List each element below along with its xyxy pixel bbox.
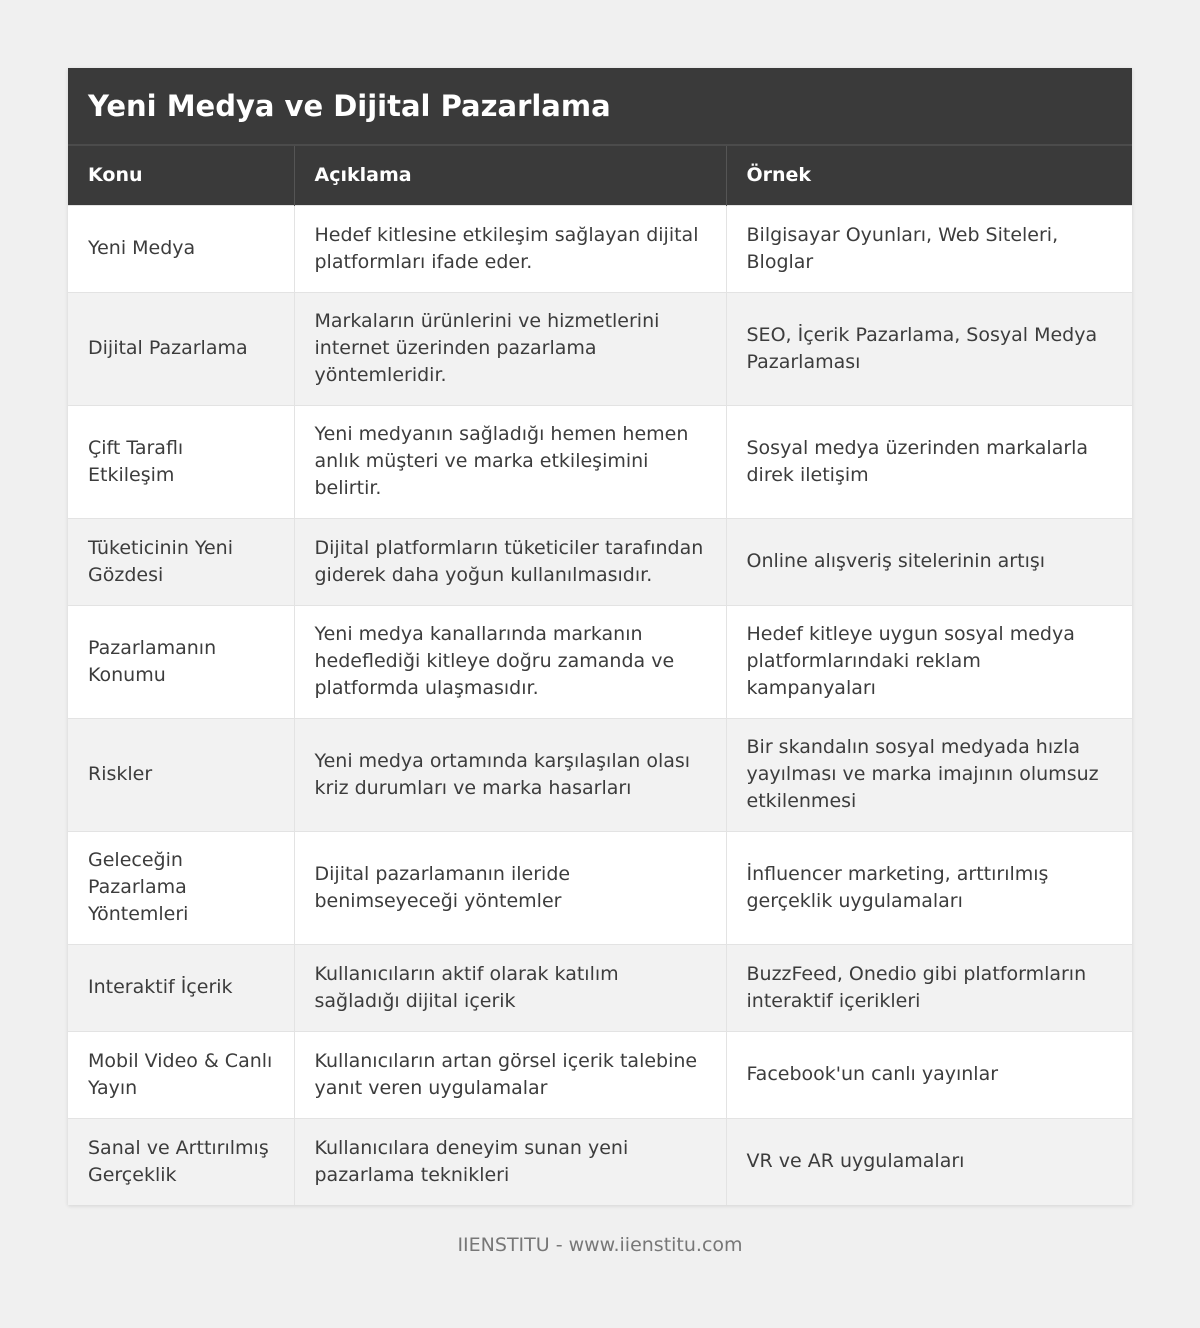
cell-topic: Sanal ve Arttırılmış Gerçeklik	[68, 1118, 294, 1205]
cell-description: Hedef kitlesine etkileşim sağlayan dijital platformları ifade eder.	[294, 205, 726, 292]
cell-example: BuzzFeed, Onedio gibi platformların interaktif içerikleri	[726, 944, 1132, 1031]
table-row	[68, 944, 1132, 1031]
table-row	[68, 292, 1132, 405]
cell-description: Kullanıcılara deneyim sunan yeni pazarlama teknikleri	[294, 1118, 726, 1205]
table-row	[68, 205, 1132, 292]
table-row	[68, 1031, 1132, 1118]
cell-example: Bir skandalın sosyal medyada hızla yayılması ve marka imajının olumsuz etkilenmesi	[726, 718, 1132, 831]
cell-topic: Interaktif İçerik	[68, 944, 294, 1031]
cell-example: İnfluencer marketing, arttırılmış gerçeklik uygulamaları	[726, 831, 1132, 944]
cell-topic: Çift Taraflı Etkileşim	[68, 405, 294, 518]
table-row	[68, 405, 1132, 518]
cell-example: Sosyal medya üzerinden markalarla direk iletişim	[726, 405, 1132, 518]
table-row	[68, 831, 1132, 944]
cell-description: Dijital platformların tüketiciler tarafından giderek daha yoğun kullanılmasıdır.	[294, 518, 726, 605]
table-row	[68, 518, 1132, 605]
footer-credit: IIENSTITU - www.iienstitu.com	[457, 1234, 743, 1256]
table-row	[68, 605, 1132, 718]
cell-topic: Geleceğin Pazarlama Yöntemleri	[68, 831, 294, 944]
cell-topic: Pazarlamanın Konumu	[68, 605, 294, 718]
cell-example: Online alışveriş sitelerinin artışı	[726, 518, 1132, 605]
column-header-konu: Konu	[68, 145, 294, 205]
cell-example: VR ve AR uygulamaları	[726, 1118, 1132, 1205]
cell-example: Facebook'un canlı yayınlar	[726, 1031, 1132, 1118]
column-header-ornek: Örnek	[726, 145, 1132, 205]
table-row	[68, 718, 1132, 831]
cell-topic: Tüketicinin Yeni Gözdesi	[68, 518, 294, 605]
column-header-aciklama: Açıklama	[294, 145, 726, 205]
cell-description: Kullanıcıların artan görsel içerik talebine yanıt veren uygulamalar	[294, 1031, 726, 1118]
data-table	[68, 144, 1132, 1205]
cell-description: Yeni medyanın sağladığı hemen hemen anlık müşteri ve marka etkileşimini belirtir.	[294, 405, 726, 518]
cell-topic: Mobil Video & Canlı Yayın	[68, 1031, 294, 1118]
cell-topic: Yeni Medya	[68, 205, 294, 292]
cell-description: Dijital pazarlamanın ileride benimseyeceği yöntemler	[294, 831, 726, 944]
table-row	[68, 1118, 1132, 1205]
page-title: Yeni Medya ve Dijital Pazarlama	[88, 89, 611, 123]
cell-example: Hedef kitleye uygun sosyal medya platformlarındaki reklam kampanyaları	[726, 605, 1132, 718]
cell-topic: Riskler	[68, 718, 294, 831]
cell-topic: Dijital Pazarlama	[68, 292, 294, 405]
cell-description: Yeni medya ortamında karşılaşılan olası kriz durumları ve marka hasarları	[294, 718, 726, 831]
cell-description: Markaların ürünlerini ve hizmetlerini internet üzerinden pazarlama yöntemleridir.	[294, 292, 726, 405]
cell-example: Bilgisayar Oyunları, Web Siteleri, Bloglar	[726, 205, 1132, 292]
table-card	[68, 68, 1132, 1205]
cell-example: SEO, İçerik Pazarlama, Sosyal Medya Pazarlaması	[726, 292, 1132, 405]
cell-description: Yeni medya kanallarında markanın hedeflediği kitleye doğru zamanda ve platformda ulaşmasıdır.	[294, 605, 726, 718]
table-header-row	[68, 145, 1132, 205]
cell-description: Kullanıcıların aktif olarak katılım sağladığı dijital içerik	[294, 944, 726, 1031]
title-bar	[68, 68, 1132, 144]
